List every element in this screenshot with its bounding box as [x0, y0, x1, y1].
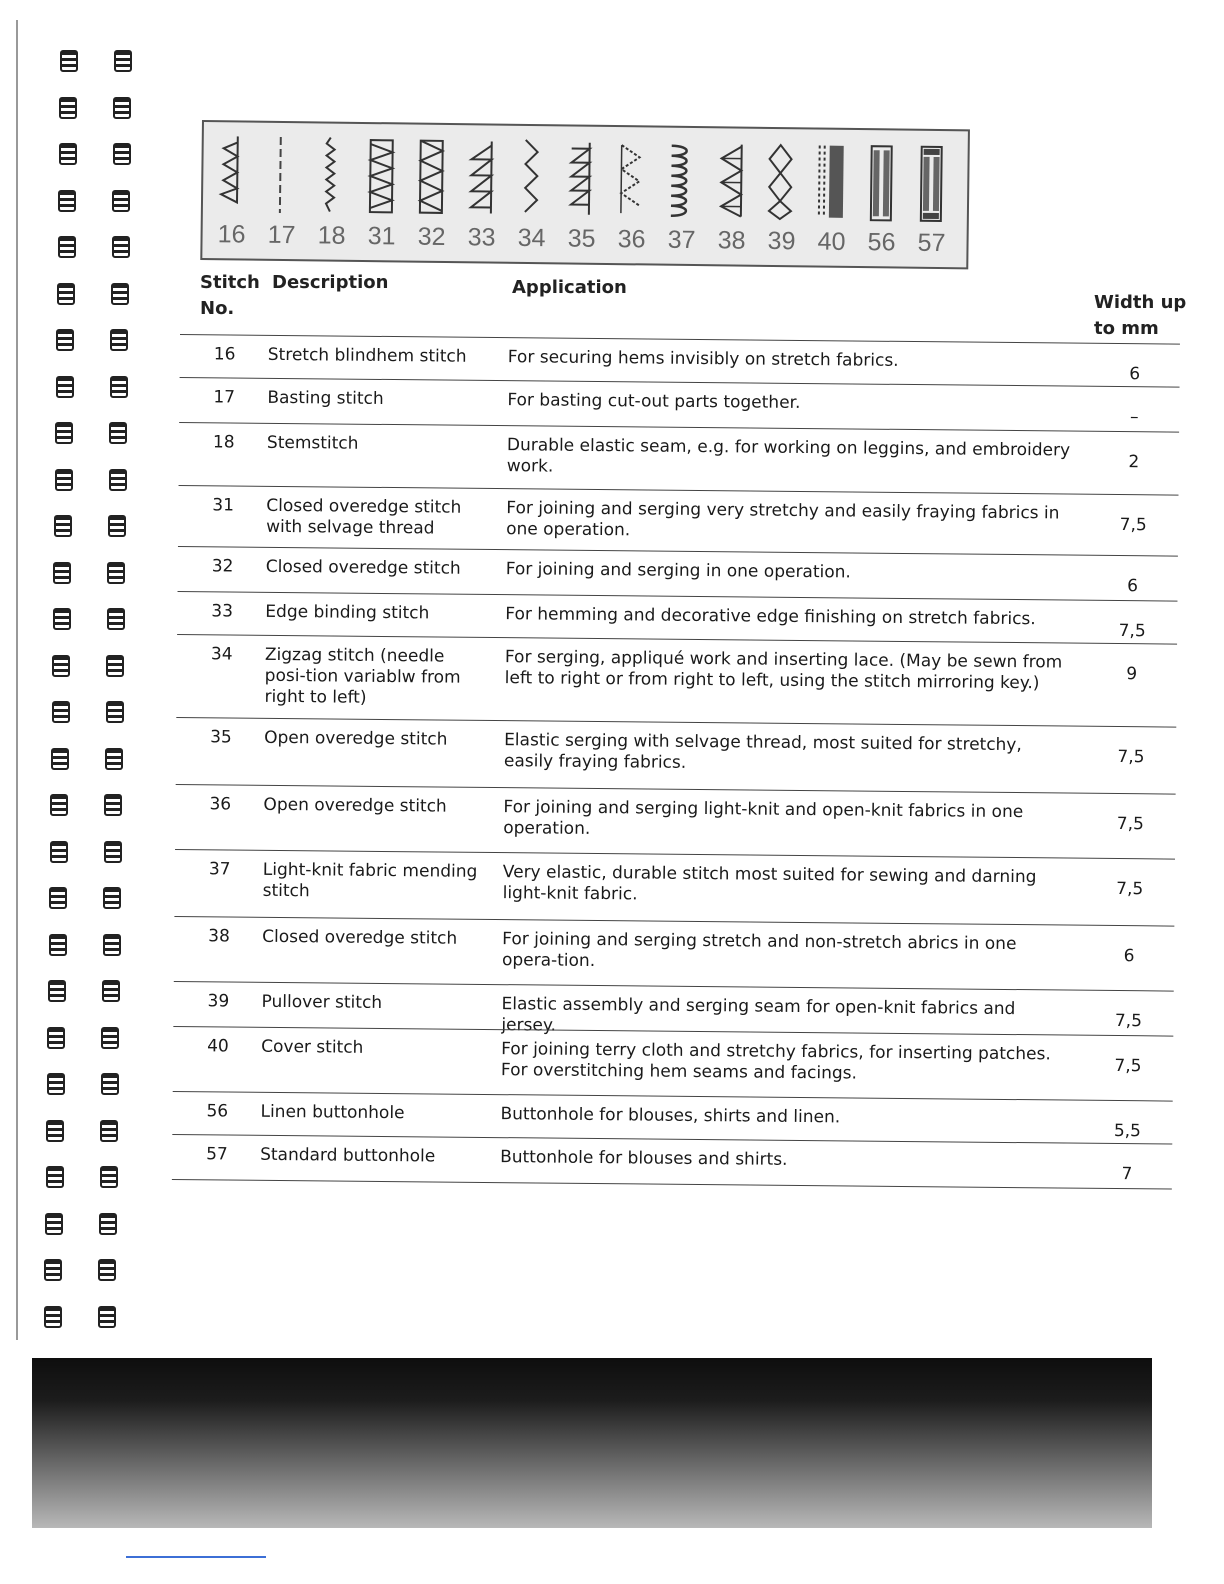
stitch-no-cell: 39	[207, 991, 230, 1012]
stitch-number: 38	[717, 226, 746, 255]
stitch-no-cell: 57	[206, 1144, 228, 1165]
stitch-57-icon	[915, 141, 946, 225]
binding-ring	[112, 236, 130, 258]
binding-ring	[50, 794, 68, 816]
width-cell: 6	[1127, 576, 1139, 597]
stitch-number: 36	[617, 225, 646, 254]
binding-ring	[99, 1213, 117, 1235]
description-cell: Light-knit fabric mending stitch	[262, 859, 478, 902]
description-cell: Closed overedge stitch	[265, 556, 461, 579]
binding-ring	[50, 841, 68, 863]
stitch-no-cell: 17	[213, 387, 236, 408]
binding-ring	[102, 980, 120, 1002]
binding-ring	[56, 376, 74, 398]
stitch-no-cell: 18	[212, 432, 235, 453]
application-cell: For serging, appliqué work and inserting lace. (May be sewn from left to right or from right to left, using the stitch mirroring key.)	[504, 647, 1063, 694]
stitch-number: 16	[217, 220, 246, 249]
application-cell: For securing hems invisibly on stretch fabrics.	[507, 347, 899, 371]
width-cell: –	[1129, 407, 1139, 428]
binding-ring	[112, 190, 130, 212]
stitch-no-cell: 37	[208, 859, 231, 880]
header-application: Application	[512, 277, 627, 298]
binding-ring	[104, 841, 122, 863]
stitch-no-cell: 36	[209, 794, 232, 815]
stitch-18-icon	[315, 133, 346, 217]
width-cell: 7,5	[1114, 1056, 1142, 1077]
table-row	[178, 485, 1179, 556]
stitch-number: 32	[417, 222, 446, 251]
stitch-table	[172, 334, 1180, 1190]
stitch-17-icon	[265, 133, 296, 217]
binding-ring	[51, 748, 69, 770]
application-cell: For joining and serging light-knit and open-knit fabrics in one operation.	[503, 797, 1024, 839]
stitch-number: 18	[317, 221, 346, 250]
header-width: Width up to mm	[1094, 292, 1187, 339]
stitch-no-cell: 34	[210, 644, 233, 665]
application-cell: Elastic assembly and serging seam for open-knit fabrics and jersey.	[501, 994, 1016, 1036]
binding-ring	[44, 1259, 62, 1281]
binding-ring	[103, 887, 121, 909]
description-cell: Edge binding stitch	[265, 601, 430, 624]
stitch-cell	[656, 134, 708, 263]
stitch-number: 39	[767, 226, 796, 256]
stitch-cell	[406, 131, 458, 260]
width-cell: 7,5	[1114, 1011, 1143, 1032]
binding-ring	[47, 1073, 65, 1095]
width-cell: 6	[1123, 946, 1135, 967]
description-cell: Pullover stitch	[261, 991, 383, 1013]
binding-ring	[45, 1213, 63, 1235]
binding-ring	[111, 283, 129, 305]
binding-ring	[109, 469, 127, 491]
width-cell: 7,5	[1118, 621, 1146, 642]
stitch-no-cell: 56	[206, 1101, 229, 1122]
spiral-binding	[0, 0, 150, 1370]
stitch-40-icon	[815, 140, 846, 224]
binding-ring	[100, 1120, 118, 1142]
binding-ring	[46, 1166, 64, 1188]
application-cell: For joining and serging in one operation.	[505, 559, 851, 583]
stitch-39-icon	[765, 139, 796, 223]
table-row	[173, 1026, 1174, 1101]
binding-ring	[52, 655, 70, 677]
application-cell: Buttonhole for blouses and shirts.	[500, 1147, 788, 1170]
binding-ring	[55, 469, 73, 491]
binding-ring	[114, 50, 132, 72]
binding-ring	[106, 701, 124, 723]
application-cell: Very elastic, durable stitch most suited for sewing and darning light-knit fabric.	[502, 862, 1037, 905]
width-cell: 9	[1126, 664, 1138, 685]
stitch-number: 35	[567, 224, 596, 253]
stitch-cell	[856, 136, 908, 265]
binding-ring	[48, 980, 66, 1002]
binding-ring	[98, 1306, 116, 1328]
description-cell: Cover stitch	[261, 1036, 364, 1058]
description-cell: Open overedge stitch	[263, 794, 447, 817]
stitch-34-icon	[515, 136, 546, 220]
description-cell: Open overedge stitch	[264, 727, 448, 750]
application-cell: For joining and serging very stretchy and easily fraying fabrics in one operation.	[506, 498, 1060, 541]
stitch-38-icon	[715, 138, 746, 222]
stitch-number: 37	[667, 225, 696, 255]
binding-ring	[49, 887, 67, 909]
header-stitch-no: Stitch No.	[200, 272, 260, 319]
application-cell: Durable elastic seam, e.g. for working on leggins, and embroidery work.	[506, 435, 1071, 477]
stitch-number: 34	[517, 223, 546, 253]
binding-ring	[46, 1120, 64, 1142]
description-cell: Standard buttonhole	[260, 1144, 436, 1167]
stitch-number: 17	[267, 220, 296, 250]
stitch-no-cell: 40	[207, 1036, 229, 1057]
stitch-number: 31	[367, 222, 396, 251]
binding-ring	[44, 1306, 62, 1328]
application-cell: For joining and serging stretch and non-stretch abrics in one opera-tion.	[501, 929, 1017, 972]
width-cell: 2	[1128, 452, 1140, 473]
application-cell: Buttonhole for blouses, shirts and linen.	[500, 1104, 841, 1128]
stitch-16-icon	[215, 132, 246, 216]
table-row	[175, 784, 1176, 859]
stitch-cell	[906, 137, 958, 266]
stitch-cell	[356, 130, 408, 259]
stitch-35-icon	[565, 136, 596, 220]
scan-artifact-line	[126, 1556, 266, 1558]
binding-ring	[52, 701, 70, 723]
binding-ring	[60, 50, 78, 72]
application-cell: Elastic serging with selvage thread, most suited for stretchy, easily fraying fabrics.	[503, 730, 1022, 773]
stitch-number: 40	[817, 227, 846, 256]
description-cell: Basting stitch	[267, 387, 384, 409]
scan-shadow-band	[32, 1358, 1152, 1528]
table-row	[179, 422, 1180, 495]
stitch-cell	[306, 129, 358, 258]
binding-ring	[55, 422, 73, 444]
description-cell: Stretch blindhem stitch	[267, 344, 467, 367]
binding-ring	[53, 608, 71, 630]
stitch-cell	[606, 133, 658, 262]
stitch-33-icon	[465, 135, 496, 219]
binding-ring	[58, 190, 76, 212]
binding-ring	[57, 283, 75, 305]
width-cell: 6	[1129, 364, 1141, 385]
width-cell: 7	[1121, 1164, 1133, 1185]
stitch-56-icon	[865, 140, 896, 224]
table-row	[176, 717, 1177, 794]
table-row	[174, 849, 1175, 926]
binding-ring	[56, 329, 74, 351]
application-cell: For joining terry cloth and stretchy fabrics, for inserting patches. For overstitching hem seams and facings.	[500, 1039, 1051, 1084]
binding-ring	[49, 934, 67, 956]
stitch-cell	[456, 131, 508, 260]
binding-ring	[101, 1073, 119, 1095]
stitch-number: 33	[467, 223, 496, 252]
width-cell: 7,5	[1119, 515, 1147, 536]
stitch-no-cell: 32	[211, 556, 234, 577]
binding-ring	[113, 97, 131, 119]
binding-ring	[54, 515, 72, 537]
stitch-cell	[556, 132, 608, 261]
binding-ring	[98, 1259, 116, 1281]
stitch-37-icon	[665, 138, 696, 222]
binding-ring	[109, 422, 127, 444]
description-cell: Stemstitch	[266, 432, 359, 454]
width-cell: 7,5	[1116, 814, 1144, 835]
stitch-cell	[206, 128, 258, 257]
stitch-31-icon	[365, 134, 396, 218]
table-row	[172, 1134, 1172, 1190]
binding-ring	[103, 934, 121, 956]
binding-ring	[108, 515, 126, 537]
binding-ring	[105, 748, 123, 770]
stitch-number: 56	[867, 228, 896, 257]
width-cell: 7,5	[1116, 879, 1144, 900]
binding-ring	[47, 1027, 65, 1049]
binding-ring	[113, 143, 131, 165]
binding-ring	[104, 794, 122, 816]
header-description: Description	[272, 272, 389, 293]
stitch-cell	[506, 132, 558, 261]
stitch-36-icon	[615, 137, 646, 221]
stitch-cell	[706, 134, 758, 263]
binding-ring	[110, 376, 128, 398]
binding-ring	[53, 562, 71, 584]
binding-ring	[101, 1027, 119, 1049]
table-row	[176, 634, 1177, 727]
application-cell: For hemming and decorative edge finishing on stretch fabrics.	[505, 604, 1036, 630]
description-cell: Zigzag stitch (needle posi-tion variablw from right to left)	[264, 644, 461, 708]
stitch-no-cell: 16	[213, 344, 236, 365]
stitch-no-cell: 33	[211, 601, 234, 622]
table-row	[174, 916, 1175, 991]
binding-edge-line	[16, 20, 18, 1340]
binding-ring	[106, 655, 124, 677]
stitch-number: 57	[917, 228, 946, 258]
binding-ring	[59, 143, 77, 165]
binding-ring	[58, 236, 76, 258]
stitch-cell	[806, 135, 858, 264]
stitch-cell	[756, 135, 808, 264]
stitch-32-icon	[415, 135, 446, 219]
stitch-pattern-strip	[200, 120, 970, 269]
stitch-no-cell: 38	[208, 926, 230, 947]
binding-ring	[59, 97, 77, 119]
description-cell: Closed overedge stitch	[262, 926, 458, 949]
width-cell: 5,5	[1113, 1121, 1142, 1142]
binding-ring	[107, 562, 125, 584]
stitch-no-cell: 35	[210, 727, 232, 748]
description-cell: Linen buttonhole	[260, 1101, 405, 1124]
binding-ring	[110, 329, 128, 351]
application-cell: For basting cut-out parts together.	[507, 390, 801, 413]
binding-ring	[107, 608, 125, 630]
description-cell: Closed overedge stitch with selvage thread	[266, 495, 462, 539]
width-cell: 7,5	[1117, 747, 1145, 768]
binding-ring	[100, 1166, 118, 1188]
stitch-no-cell: 31	[212, 495, 235, 516]
stitch-cell	[256, 129, 308, 258]
